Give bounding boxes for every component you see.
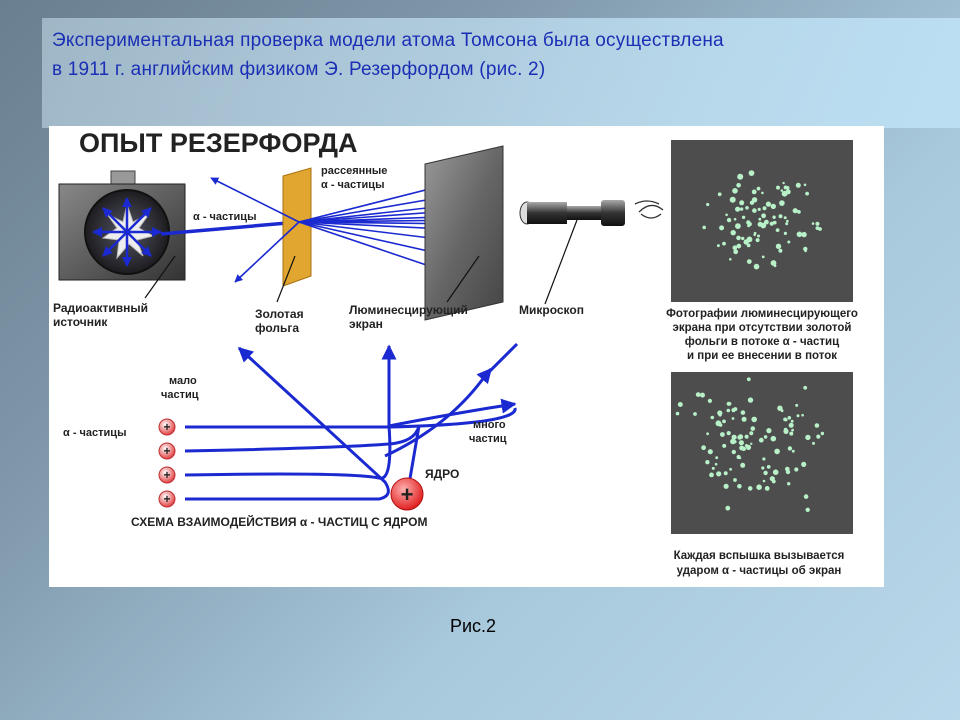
scintillation-spot <box>724 471 728 475</box>
scintillation-spot <box>732 435 737 440</box>
scintillation-spot <box>702 226 706 230</box>
scintillation-spot <box>774 264 777 267</box>
scintillation-spot <box>742 417 747 422</box>
scintillation-spot <box>737 456 740 459</box>
scintillation-spot <box>727 218 731 222</box>
scintillation-spot <box>729 258 732 261</box>
label-source-2: источник <box>53 315 108 329</box>
scintillation-spot <box>789 423 794 428</box>
scintillation-spot <box>734 218 737 221</box>
scintillation-spot <box>747 259 752 264</box>
label-scattered-2: α - частицы <box>321 179 385 191</box>
scintillation-spot <box>788 446 792 450</box>
scintillation-spot <box>735 207 740 212</box>
luminescent-screen <box>425 146 503 320</box>
label-screen-2: экран <box>349 317 383 331</box>
scintillation-spot <box>739 440 744 445</box>
scintillation-spot <box>725 214 728 217</box>
scintillation-spot <box>797 414 800 417</box>
scintillation-spot <box>779 214 783 218</box>
scintillation-spot <box>676 412 680 416</box>
scintillation-spot <box>708 449 713 454</box>
scintillation-spot <box>781 409 784 412</box>
scintillation-spot <box>750 201 754 205</box>
scintillation-spot <box>784 216 787 219</box>
scintillation-spot <box>789 432 793 436</box>
scintillation-spot <box>731 408 735 412</box>
scintillation-spot <box>758 218 761 221</box>
scintillation-spot <box>742 216 745 219</box>
scintillation-spot <box>786 189 791 194</box>
scintillation-spot <box>736 236 741 241</box>
scintillation-spot <box>748 486 753 491</box>
scintillation-spot <box>821 432 824 435</box>
scintillation-spot <box>727 409 731 413</box>
scintillation-spot <box>737 435 742 440</box>
scintillation-spot <box>767 465 771 469</box>
scintillation-spot <box>804 184 807 187</box>
scintillation-spot <box>763 480 766 483</box>
rutherford-experiment-figure <box>49 126 884 587</box>
figure-title: ОПЫТ РЕЗЕРФОРДА <box>79 128 358 158</box>
scintillation-spot <box>761 192 764 195</box>
scintillation-spot <box>804 494 809 499</box>
scintillation-spot <box>712 467 715 470</box>
scintillation-spot <box>759 438 764 443</box>
label-few-2: частиц <box>161 389 199 401</box>
scintillation-spot <box>784 428 788 432</box>
scintillation-spot <box>796 183 801 188</box>
scintillation-spot <box>741 410 746 415</box>
scintillation-spot <box>709 473 714 478</box>
scintillation-spot <box>736 183 741 188</box>
scintillation-spot <box>701 445 706 450</box>
scintillation-spot <box>773 469 779 475</box>
scintillation-spot <box>756 484 762 490</box>
scintillation-spot <box>737 484 742 489</box>
scintillation-spot <box>729 468 732 471</box>
scintillation-spot <box>745 435 749 439</box>
scintillation-spot <box>771 204 776 209</box>
scintillation-spot <box>771 436 777 442</box>
scintillation-spot <box>715 456 718 459</box>
label-scattered-1: рассеянные <box>321 165 388 177</box>
photos-caption-3: фольги в потоке α - частиц <box>684 336 840 348</box>
scintillation-spot <box>747 224 750 227</box>
scintillation-spot <box>815 423 820 428</box>
photos-caption-4: и при ее внесении в поток <box>686 350 838 362</box>
scintillation-spot <box>812 442 815 445</box>
alpha-charge-3: + <box>163 468 171 482</box>
scintillation-spot <box>693 412 697 416</box>
scintillation-spot <box>764 220 769 225</box>
scintillation-spot <box>784 232 787 235</box>
scintillation-spot <box>766 428 771 433</box>
scintillation-spot <box>745 444 748 447</box>
scintillation-spot <box>786 220 789 223</box>
scintillation-spot <box>720 432 725 437</box>
scintillation-spot <box>762 256 765 259</box>
scintillation-spot <box>754 232 757 235</box>
label-nucleus: ЯДРО <box>425 467 460 481</box>
scintillation-spot <box>718 192 722 196</box>
leader-lines <box>145 220 577 304</box>
scintillation-spot <box>791 420 794 423</box>
intro-line-2: в 1911 г. английским физиком Э. Резерфордом (рис. 2) <box>52 59 546 80</box>
scintillation-spot <box>722 242 726 246</box>
scintillation-spot <box>765 486 770 491</box>
scintillation-spot <box>752 208 757 213</box>
scintillation-spot <box>797 210 801 214</box>
scintillation-spot <box>812 222 815 225</box>
scintillation-spot <box>756 238 760 242</box>
scintillation-spot <box>772 216 775 219</box>
scintillation-spot <box>711 416 715 420</box>
scintillation-spot <box>730 197 736 203</box>
scintillation-spot <box>700 393 705 398</box>
scintillation-spot <box>764 435 768 439</box>
scintillation-spot <box>736 244 741 249</box>
scintillation-spot <box>741 237 744 240</box>
flash-caption <box>674 550 845 577</box>
scintillation-spot <box>747 237 753 243</box>
scintillation-spot <box>776 228 780 232</box>
scintillation-spot <box>732 188 738 194</box>
scintillation-spot <box>717 244 720 247</box>
label-source-1: Радиоактивный <box>53 301 149 315</box>
scintillation-spot <box>781 189 784 192</box>
scintillation-spot <box>751 426 756 431</box>
figure-svg <box>49 126 884 587</box>
scintillation-spot <box>725 506 730 511</box>
particle-trajectories <box>185 344 517 499</box>
alpha-charge-2: + <box>163 444 171 458</box>
scintillation-spot <box>722 420 726 424</box>
scintillation-spot <box>778 249 782 253</box>
scintillation-spot <box>741 447 746 452</box>
scintillation-spot <box>722 444 726 448</box>
scintillation-spot <box>735 223 741 229</box>
scintillation-spot <box>740 207 743 210</box>
scintillation-spot <box>803 247 807 251</box>
scintillation-spot <box>757 187 761 191</box>
interaction-scheme <box>63 344 517 529</box>
intro-line-1: Экспериментальная проверка модели атома Томсона была осуществлена <box>52 30 724 51</box>
scintillation-spot <box>747 377 751 381</box>
scintillation-spot <box>815 222 819 226</box>
radioactive-source <box>59 171 185 280</box>
scintillation-spot <box>785 222 788 225</box>
scintillation-spot <box>792 450 795 453</box>
scintillation-spot <box>746 220 750 224</box>
scintillation-spot <box>727 402 731 406</box>
scintillation-spot <box>763 471 767 475</box>
scintillation-spot <box>719 225 724 230</box>
scintillation-spot <box>705 460 709 464</box>
scintillation-spot <box>727 431 731 435</box>
scintillation-spot <box>772 480 776 484</box>
microscope <box>520 200 625 226</box>
scintillation-spot <box>770 222 774 226</box>
scintillation-spot <box>740 463 745 468</box>
scintillation-spot <box>752 190 757 195</box>
scintillation-spot <box>696 392 701 397</box>
scintillation-spot <box>745 206 749 210</box>
label-many-2: частиц <box>469 433 507 445</box>
label-alpha-particles: α - частицы <box>193 211 257 223</box>
scintillation-spot <box>801 462 806 467</box>
scintillation-spot <box>794 467 798 471</box>
scintillation-spot <box>733 249 738 254</box>
gold-foil <box>283 168 311 286</box>
scintillation-spot <box>801 232 806 237</box>
scintillation-spot <box>763 206 767 210</box>
scintillation-spot <box>761 213 766 218</box>
scintillation-spot <box>739 200 744 205</box>
label-few-1: мало <box>169 375 197 387</box>
alpha-charge-4: + <box>163 492 171 506</box>
scintillation-spot <box>779 200 785 206</box>
scintillation-spot <box>816 435 820 439</box>
scheme-title: СХЕМА ВЗАИМОДЕЙСТВИЯ α - ЧАСТИЦ С ЯДРОМ <box>131 515 428 529</box>
scintillation-spot <box>787 482 790 485</box>
alpha-charge-1: + <box>163 420 171 434</box>
alpha-particle-markers <box>159 419 175 507</box>
scintillation-spot <box>797 232 803 238</box>
label-many-1: много <box>473 419 506 431</box>
scintillation-spot <box>733 478 737 482</box>
scintillation-spot <box>816 226 820 230</box>
scintillation-spot <box>788 416 792 420</box>
scintillation-spot <box>776 244 781 249</box>
scintillation-spot <box>805 192 809 196</box>
intro-text <box>52 26 872 84</box>
scintillation-spot <box>758 208 761 211</box>
scintillation-spot <box>732 417 735 420</box>
scintillation-spot <box>748 397 753 402</box>
figure-caption: Рис.2 <box>450 616 497 636</box>
scintillation-spot <box>784 418 787 421</box>
scintillation-spot <box>737 174 743 180</box>
photos-caption-2: экрана при отсутствии золотой <box>672 322 852 334</box>
scintillation-spot <box>762 457 765 460</box>
scintillation-spot <box>801 414 804 417</box>
scintillation-spot <box>791 429 794 432</box>
flash-caption-1: Каждая вспышка вызывается <box>673 550 845 562</box>
photos-caption-1: Фотографии люминесцирующего <box>666 308 858 320</box>
scintillation-spot <box>782 182 784 184</box>
scintillation-spot <box>733 440 736 443</box>
scintillation-spot <box>766 202 771 207</box>
scintillation-spot <box>786 186 790 190</box>
scintillation-spot <box>751 417 757 423</box>
label-foil-2: фольга <box>255 321 300 335</box>
scintillation-spot <box>732 450 736 454</box>
scintillation-spot <box>716 420 722 426</box>
label-screen-1: Люминесцирующий <box>349 303 468 317</box>
scintillation-spot <box>724 484 729 489</box>
scintillation-spot <box>716 471 721 476</box>
scintillation-spot <box>749 170 755 176</box>
scintillation-spot <box>706 203 709 206</box>
scintillation-spot <box>776 186 780 190</box>
scintillation-spot <box>718 413 721 416</box>
eye-icon <box>635 201 663 218</box>
label-foil-1: Золотая <box>255 307 304 321</box>
scintillation-spot <box>793 208 798 213</box>
photo-without-foil <box>671 140 853 302</box>
scintillation-spot <box>750 443 752 445</box>
scintillation-spot <box>731 230 736 235</box>
scintillation-spot <box>761 466 764 469</box>
scintillation-spot <box>806 508 810 512</box>
nucleus-charge: + <box>400 482 414 507</box>
scintillation-spot <box>787 241 790 244</box>
label-scheme-alpha: α - частицы <box>63 427 127 439</box>
scintillation-spot <box>776 449 778 451</box>
scintillation-spot <box>754 264 760 270</box>
scintillation-spot <box>758 222 763 227</box>
label-microscope: Микроскоп <box>519 303 584 317</box>
scintillation-spot <box>757 235 760 238</box>
scintillation-spot <box>785 467 790 472</box>
photos-caption <box>666 308 858 362</box>
scintillation-spot <box>749 431 753 435</box>
scintillation-spot <box>803 386 807 390</box>
scintillation-spot <box>678 402 683 407</box>
scintillation-spot <box>805 435 810 440</box>
flash-caption-2: ударом α - частицы об экран <box>676 565 842 577</box>
scintillation-spot <box>706 432 709 435</box>
scintillation-spot <box>795 404 798 407</box>
scintillation-spot <box>708 399 712 403</box>
scintillation-spot <box>715 463 718 466</box>
